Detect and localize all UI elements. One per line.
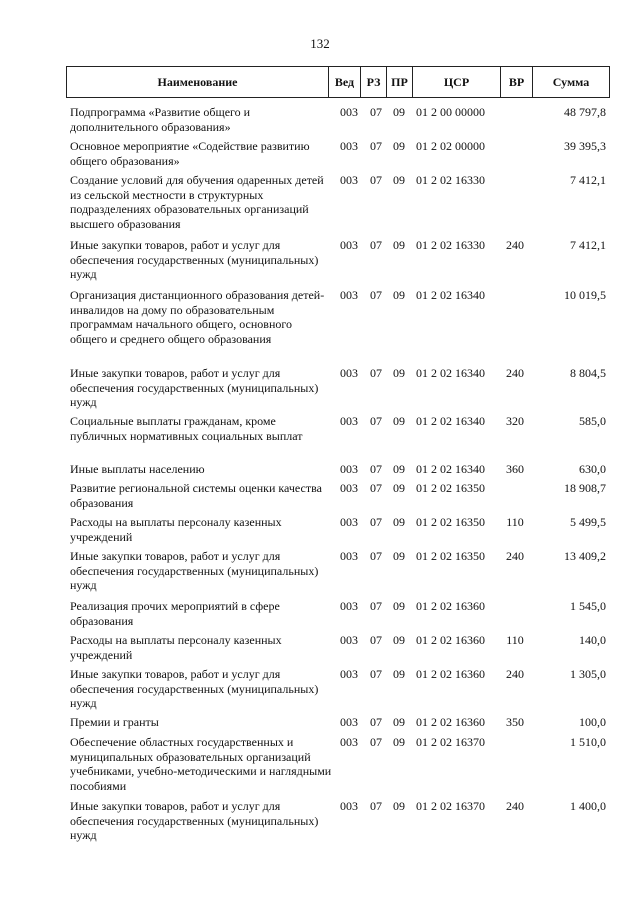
row-ved: 003 — [340, 105, 358, 119]
row-csr: 01 2 02 16350 — [416, 515, 485, 529]
row-sum: 140,0 — [579, 633, 606, 647]
column-header-name: Наименование — [67, 67, 329, 97]
row-csr: 01 2 02 16350 — [416, 481, 485, 495]
row-sum: 13 409,2 — [564, 549, 606, 563]
row-name: Организация дистанционного образования детей-инвалидов на дому по образовательным программам начального общего, основного общего и среднего общего образования — [70, 288, 325, 346]
row-pr: 09 — [393, 288, 405, 302]
row-pr: 09 — [393, 173, 405, 187]
row-ved: 003 — [340, 462, 358, 476]
row-pr: 09 — [393, 481, 405, 495]
row-pr: 09 — [393, 105, 405, 119]
row-ved: 003 — [340, 288, 358, 302]
row-sum: 1 305,0 — [570, 667, 606, 681]
row-sum: 7 412,1 — [570, 173, 606, 187]
table-header — [66, 66, 610, 98]
row-csr: 01 2 02 16370 — [416, 799, 485, 813]
row-pr: 09 — [393, 414, 405, 428]
row-rz: 07 — [370, 515, 382, 529]
row-rz: 07 — [370, 715, 382, 729]
row-ved: 003 — [340, 414, 358, 428]
row-rz: 07 — [370, 549, 382, 563]
row-name: Обеспечение областных государственных и муниципальных образовательных организаций учебниками, учебно-методическими и наглядными пособиями — [70, 735, 332, 793]
row-sum: 10 019,5 — [564, 288, 606, 302]
row-name: Иные закупки товаров, работ и услуг для обеспечения государственных (муниципальных) нужд — [70, 549, 319, 593]
row-name: Реализация прочих мероприятий в сфере образования — [70, 599, 280, 628]
row-csr: 01 2 02 16360 — [416, 599, 485, 613]
row-csr: 01 2 02 16340 — [416, 414, 485, 428]
page-number: 132 — [310, 36, 330, 51]
row-pr: 09 — [393, 462, 405, 476]
column-header-ved: Вед — [329, 67, 361, 97]
row-sum: 48 797,8 — [564, 105, 606, 119]
row-vr: 350 — [506, 715, 524, 729]
row-ved: 003 — [340, 599, 358, 613]
row-ved: 003 — [340, 799, 358, 813]
row-vr: 110 — [506, 633, 524, 647]
row-name: Расходы на выплаты персоналу казенных учреждений — [70, 633, 282, 662]
row-sum: 8 804,5 — [570, 366, 606, 380]
row-pr: 09 — [393, 139, 405, 153]
row-name: Подпрограмма «Развитие общего и дополнительного образования» — [70, 105, 251, 134]
row-ved: 003 — [340, 366, 358, 380]
row-rz: 07 — [370, 414, 382, 428]
row-pr: 09 — [393, 799, 405, 813]
row-csr: 01 2 02 16340 — [416, 366, 485, 380]
row-vr: 240 — [506, 799, 524, 813]
row-vr: 240 — [506, 238, 524, 252]
row-name: Иные выплаты населению — [70, 462, 205, 476]
row-name: Расходы на выплаты персоналу казенных учреждений — [70, 515, 282, 544]
row-sum: 1 400,0 — [570, 799, 606, 813]
row-sum: 18 908,7 — [564, 481, 606, 495]
row-vr: 240 — [506, 366, 524, 380]
row-pr: 09 — [393, 715, 405, 729]
row-csr: 01 2 02 16360 — [416, 715, 485, 729]
row-rz: 07 — [370, 288, 382, 302]
column-header-rz: РЗ — [361, 67, 387, 97]
row-name: Премии и гранты — [70, 715, 159, 729]
row-vr: 320 — [506, 414, 524, 428]
row-csr: 01 2 02 16370 — [416, 735, 485, 749]
row-csr: 01 2 02 16350 — [416, 549, 485, 563]
row-ved: 003 — [340, 139, 358, 153]
row-csr: 01 2 02 16330 — [416, 238, 485, 252]
row-rz: 07 — [370, 366, 382, 380]
row-csr: 01 2 02 16330 — [416, 173, 485, 187]
row-sum: 7 412,1 — [570, 238, 606, 252]
row-sum: 585,0 — [579, 414, 606, 428]
row-pr: 09 — [393, 735, 405, 749]
row-name: Иные закупки товаров, работ и услуг для обеспечения государственных (муниципальных) нужд — [70, 366, 319, 410]
row-csr: 01 2 02 16360 — [416, 633, 485, 647]
row-pr: 09 — [393, 549, 405, 563]
row-name: Развитие региональной системы оценки качества образования — [70, 481, 322, 510]
row-csr: 01 2 02 16340 — [416, 288, 485, 302]
row-rz: 07 — [370, 173, 382, 187]
row-name: Иные закупки товаров, работ и услуг для обеспечения государственных (муниципальных) нужд — [70, 799, 319, 843]
row-rz: 07 — [370, 462, 382, 476]
row-sum: 100,0 — [579, 715, 606, 729]
row-name: Социальные выплаты гражданам, кроме публичных нормативных социальных выплат — [70, 414, 303, 443]
row-ved: 003 — [340, 715, 358, 729]
row-ved: 003 — [340, 173, 358, 187]
row-vr: 240 — [506, 667, 524, 681]
column-header-pr: ПР — [387, 67, 413, 97]
row-sum: 1 545,0 — [570, 599, 606, 613]
row-ved: 003 — [340, 667, 358, 681]
row-name: Иные закупки товаров, работ и услуг для обеспечения государственных (муниципальных) нужд — [70, 667, 319, 711]
row-rz: 07 — [370, 667, 382, 681]
row-sum: 630,0 — [579, 462, 606, 476]
row-pr: 09 — [393, 633, 405, 647]
row-ved: 003 — [340, 549, 358, 563]
row-ved: 003 — [340, 633, 358, 647]
column-header-csr: ЦСР — [413, 67, 501, 97]
row-pr: 09 — [393, 667, 405, 681]
row-rz: 07 — [370, 139, 382, 153]
row-rz: 07 — [370, 599, 382, 613]
row-rz: 07 — [370, 105, 382, 119]
row-rz: 07 — [370, 481, 382, 495]
row-ved: 003 — [340, 481, 358, 495]
row-csr: 01 2 02 16340 — [416, 462, 485, 476]
row-sum: 1 510,0 — [570, 735, 606, 749]
column-header-sum: Сумма — [552, 74, 590, 89]
row-rz: 07 — [370, 799, 382, 813]
row-name: Создание условий для обучения одаренных детей из сельской местности в структурных подразделениях образовательных организаций высшего образования — [70, 173, 324, 231]
row-rz: 07 — [370, 238, 382, 252]
row-rz: 07 — [370, 633, 382, 647]
row-pr: 09 — [393, 515, 405, 529]
row-ved: 003 — [340, 238, 358, 252]
row-vr: 360 — [506, 462, 524, 476]
row-sum: 39 395,3 — [564, 139, 606, 153]
row-pr: 09 — [393, 599, 405, 613]
row-csr: 01 2 00 00000 — [416, 105, 485, 119]
row-ved: 003 — [340, 735, 358, 749]
row-vr: 110 — [506, 515, 524, 529]
row-pr: 09 — [393, 238, 405, 252]
row-csr: 01 2 02 16360 — [416, 667, 485, 681]
row-name: Основное мероприятие «Содействие развитию общего образования» — [70, 139, 310, 168]
row-csr: 01 2 02 00000 — [416, 139, 485, 153]
row-name: Иные закупки товаров, работ и услуг для обеспечения государственных (муниципальных) нужд — [70, 238, 319, 282]
row-pr: 09 — [393, 366, 405, 380]
row-sum: 5 499,5 — [570, 515, 606, 529]
row-rz: 07 — [370, 735, 382, 749]
row-vr: 240 — [506, 549, 524, 563]
row-ved: 003 — [340, 515, 358, 529]
column-header-vr: ВР — [501, 67, 533, 97]
